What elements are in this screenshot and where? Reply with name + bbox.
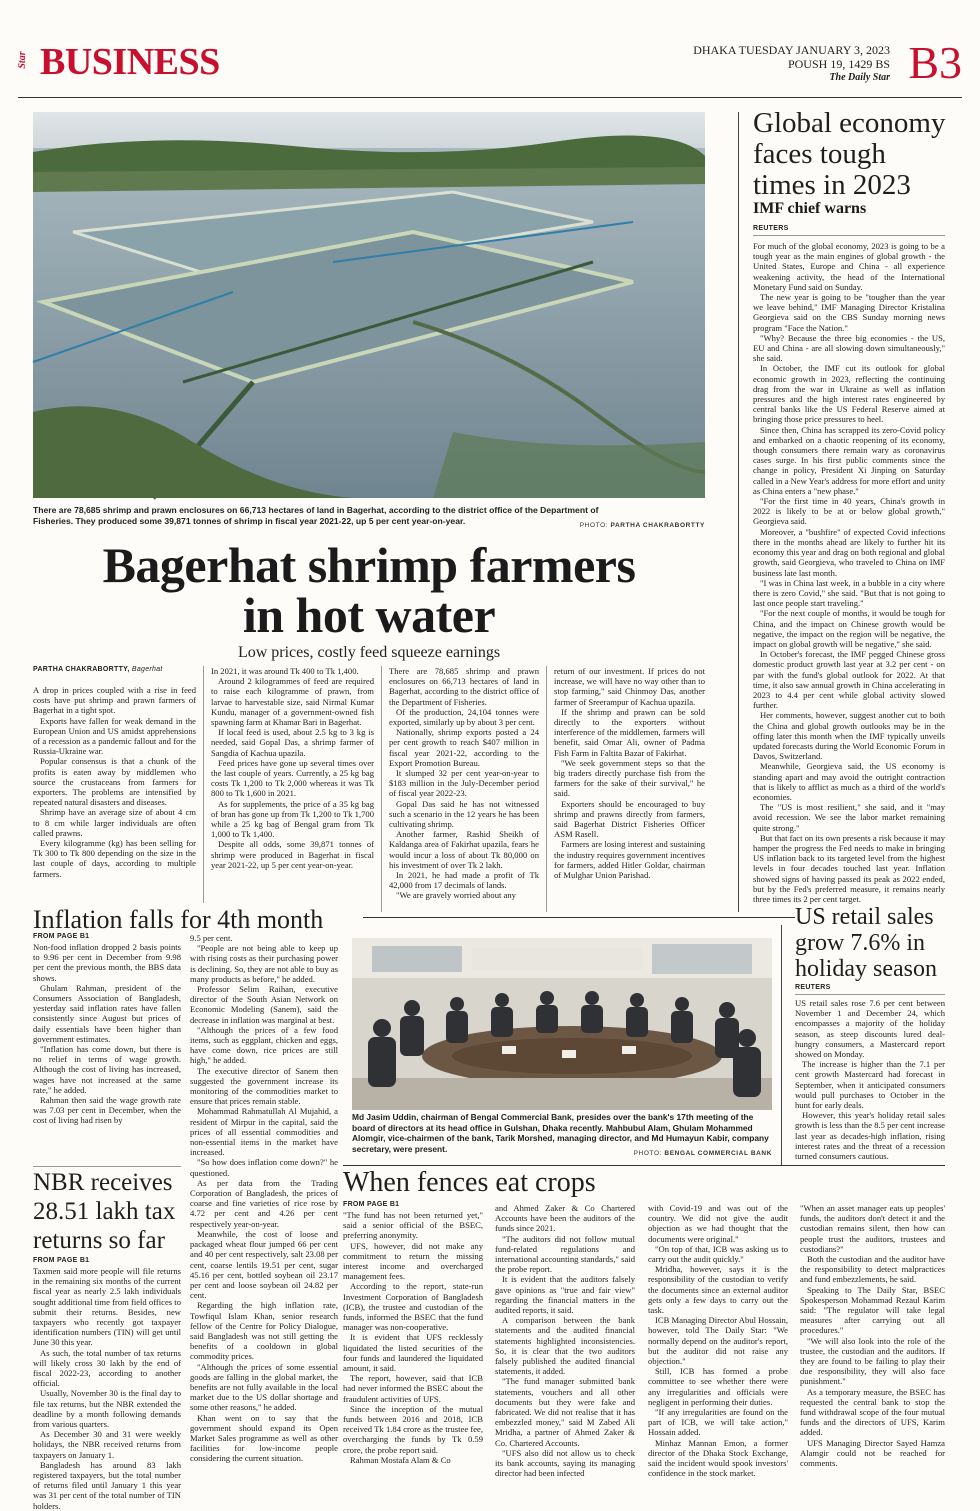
lead-headline-line2: in hot water: [242, 587, 496, 643]
paragraph: "UFS also did not allow us to check its bank accounts, saying its managing director had been infected: [495, 1447, 635, 1479]
paragraph: Non-food inflation dropped 2 basis points to 9.96 per cent in December from 9.98 per cent the previous month, the BBS data shows.: [33, 942, 181, 983]
paragraph: ICB Managing Director Abul Hossain, however, told The Daily Star: "We normally depend on the auditor's report, but the auditor did not raise any objection.": [648, 1315, 788, 1367]
section-divider: [781, 925, 782, 1165]
paragraph: Professor Selim Raihan, executive director of the South Asian Network on Economic Modeling (Sanem), said the decrease in inflation was marginal at best.: [190, 984, 338, 1025]
credit-label: PHOTO:: [633, 1150, 663, 1157]
paragraph: There are 78,685 shrimp and prawn enclosures on 66,713 hectares of land in Bagerhat, according to the district office of the Department of Fisheries.: [389, 666, 539, 707]
paragraph: Popular consensus is that a chunk of the profits is eaten away by middlemen who source the crustaceans from farmers for exporters. The problems are intensified by repeated natural disasters and diseases.: [33, 756, 196, 808]
lead-subhead: Low prices, costly feed squeeze earnings: [237, 644, 501, 661]
column-divider: [381, 666, 382, 912]
paragraph: "I was in China last week, in a bubble in a city where there is zero Covid," she said. "But that is not going to last once people start traveling.": [753, 577, 945, 609]
paragraph: If the shrimp and prawn can be sold directly to the exporters without interference of the middlemen, farmers will benefit, said Omar Ali, owner of Padma Fish Farm in Faltita Bazar of Fakirhat.: [554, 706, 705, 758]
paragraph: Meanwhile, the cost of loose and packaged wheat flour jumped 66 per cent and 40 per cent respectively, salt 23.08 per cent, coarse lentils 19.51 per cent, sugar 45.16 per cent, bottled soybean oil 23.17 per cent and loose soybean oil 24.82 per cent.: [190, 1228, 338, 1301]
paragraph: Both the custodian and the auditor have the responsibility to detect malpractices and fund embezzlements, he said.: [800, 1254, 945, 1285]
paragraph: 9.5 per cent.: [190, 933, 233, 943]
byline-rule: [795, 994, 945, 995]
column-divider: [203, 666, 204, 912]
paragraph: The "US is most resilient," she said, and it "may avoid recession. We see the labor market remaining quite strong.": [753, 802, 945, 833]
lead-headline: [33, 537, 705, 643]
paragraph: As per data from the Trading Corporation of Bangladesh, the prices of coarse and fine varieties of rice rose by 4.72 per cent and 4.26 per cent respectively year-on-year.: [190, 1177, 338, 1229]
lead-col-1: [33, 685, 196, 879]
credit-label: PHOTO:: [579, 522, 609, 529]
paragraph: Rahman Mostafa Alam & Co: [350, 1454, 451, 1465]
paragraph: Farmers are losing interest and sustaining the industry requires government incentives for farmers, added Hitler Goldar, chairman of Mulghar Union Parishad.: [554, 839, 705, 881]
paragraph: Meanwhile, Georgieva said, the US economy is standing apart and may avoid the outright contraction that is likely to afflict as much as a third of the world's economies.: [753, 761, 945, 802]
inflation-col-2: [190, 933, 338, 1464]
paragraph: The executive director of Sanem then suggested the government increase its monitoring of the commodities market to ensure that prices remain stable.: [190, 1065, 338, 1107]
paragraph: It is evident that UFS recklessly liquidated the listed securities of the four funds and laundered the liquidated amount, it said.: [343, 1332, 483, 1374]
us-retail-byline: REUTERS: [795, 984, 831, 991]
lead-col-2: [211, 666, 374, 870]
bank-meeting-photo: [352, 938, 772, 1110]
paper-name: The Daily Star: [829, 72, 890, 83]
paragraph: Exporters should be encouraged to buy shrimp and prawns directly from farmers, said Bagerhat District Fisheries Officer ASM Rasell.: [554, 798, 705, 840]
paragraph: Bangladesh has around 83 lakh registered taxpayers, but the total number of returns filed until January 1 this year was 31 per cent of the total number of TIN holders.: [33, 1459, 181, 1511]
nbr-from-page: FROM PAGE B1: [33, 1257, 90, 1264]
lead-byline: PARTHA CHAKRABORTTY, Bagerhat: [33, 666, 163, 673]
paragraph: Exports have fallen for weak demand in the European Union and US amidst apprehensions of a recession as a pandemic fallout and for the Russia-Ukraine war.: [33, 715, 196, 757]
paragraph: Gopal Das said he has not witnessed such a scenario in the 12 years he has been cultivating shrimp.: [389, 798, 539, 830]
paragraph: As December 30 and 31 were weekly holidays, the NBR received returns from taxpayers on January 1.: [33, 1429, 181, 1460]
fences-col-2: [495, 1203, 635, 1478]
paragraph: Usually, November 30 is the final day to file tax returns, but the NBR extended the deadline by a month following demands from various quarters.: [33, 1388, 181, 1430]
shrimp-farm-photo: [33, 112, 705, 498]
paragraph: Another farmer, Rashid Sheikh of Kaldanga area of Fakirhat upazila, fears he would incur a loss of about Tk 80,000 on his investment of over Tk 2 lakh.: [389, 829, 539, 870]
paragraph: Around 2 kilogrammes of feed are required to raise each kilogramme of prawn, from larvae to harvestable size, said Nirmal Kumar Kundu, manager of a government-owned fish spawning farm at Khamar Bari in Bagerhat.: [211, 676, 374, 728]
section-title: BUSINESS: [40, 41, 220, 83]
paragraph: Every kilogramme (kg) has been selling for Tk 300 to Tk 800 depending on the size in the last couple of days, according to multiple farmers.: [33, 838, 196, 879]
nbr-headline: NBR receives 28.51 lakh tax returns so far: [33, 1169, 176, 1254]
column-divider: [546, 666, 547, 912]
paragraph: "Why? Because the three big economies - the US, EU and China - are all slowing down simultaneously," she said.: [753, 332, 945, 364]
star-logo: [18, 46, 36, 74]
paragraph: In 2021, he had made a profit of Tk 42,000 from 17 decimals of lands.: [389, 870, 539, 891]
lead-col-4: [554, 666, 705, 880]
byline-rule: [753, 235, 945, 236]
paragraph: "We will also look into the role of the trustee, the custodian and the auditors. If they are found to be failing to play their due responsibility, they will also face punishment.": [800, 1335, 945, 1387]
paragraph: Mohammad Rahmatullah Al Mujahid, a resident of Mirpur in the capital, said the prices of all essential commodities and non-essential items in the market have increased.: [190, 1106, 338, 1158]
paragraph: "For the first time in 40 years, China's growth in 2022 is likely to be at or below global growth," Georgieva said.: [753, 496, 945, 527]
credit-name: BENGAL COMMERCIAL BANK: [664, 1150, 772, 1157]
paragraph: Minhaz Mannan Emon, a former director of the Dhaka Stock Exchange, said the incident would spook investors' confidence in the stock market.: [648, 1437, 788, 1479]
us-retail-headline: US retail sales grow 7.6% in holiday season: [795, 904, 955, 982]
fences-col-4: [800, 1203, 945, 1468]
paragraph: and Ahmed Zaker & Co Chartered Accounts have been the auditors of the funds since 2021.: [495, 1203, 635, 1234]
paragraph: "We are gravely worried about any: [396, 890, 516, 901]
us-retail-body: [795, 998, 945, 1161]
paragraph: return of our investment. If prices do not increase, we will have no way other than to stop farming," said Chinmoy Das, another farmer of Sreerampur of Kachua upazila.: [554, 666, 705, 707]
paragraph: If local feed is used, about 2.5 kg to 3 kg is needed, said Gopal Das, a shrimp farmer of Sangdia of Kachua upazila.: [211, 727, 374, 758]
paragraph: "Inflation has come down, but there is no relief in terms of wage growth. Although the cost of living has increased, wages have not increased at the same rate," he added.: [33, 1044, 181, 1095]
masthead: [18, 18, 962, 94]
paragraph: Her comments, however, suggest another cut to both the China and global growth outlooks may be in the offing later this month when the IMF typically unveils updated forecasts during the World Economic Forum in Davos, Switzerland.: [753, 710, 945, 762]
global-byline: REUTERS: [753, 225, 789, 232]
masthead-rule: [18, 97, 962, 98]
paragraph: Rahman then said the wage growth rate was 7.03 per cent in December, when the cost of living had risen by: [33, 1095, 181, 1126]
paragraph: Mridha, however, says it is the responsibility of the custodian to verify the documents since an external auditor gets only a few days to carry out the task.: [648, 1264, 788, 1316]
paragraph: In October, the IMF cut its outlook for global economic growth in 2023, reflecting the continuing drag from the war in Ukraine as well as inflation pressures and the high interest rates engineered by central banks like the US Federal Reserve aimed at bringing those price pressures to heel.: [753, 363, 945, 425]
paragraph: "People are not being able to keep up with rising costs as their purchasing power is declining. So, they are not able to buy as many products as before," he added.: [190, 943, 338, 984]
nbr-body: [33, 1266, 181, 1511]
paragraph: In 2021, it was around Tk 400 to Tk 1,400.: [211, 666, 359, 676]
fences-from-page: FROM PAGE B1: [343, 1201, 400, 1208]
credit-name: PARTHA CHAKRABORTTY: [610, 522, 705, 529]
fences-headline: When fences eat crops: [343, 1167, 596, 1198]
paragraph: US retail sales rose 7.6 per cent between November 1 and December 24, which encompasses a majority of the holiday season, as steep discounts lured deal-hungry consumers, a Mastercard report showed on Monday.: [795, 998, 945, 1060]
page-number: B3: [908, 37, 962, 88]
paragraph: Ghulam Rahman, president of the Consumers Association of Bangladesh, yesterday said inflation rates have fallen consistently since August but prices of daily essentials have been higher than government estimates.: [33, 982, 181, 1044]
section-rule: [33, 1166, 181, 1167]
paragraph: Moreover, a "bushfire" of expected Covid infections there in the months ahead are likely to further hit its economy this year and drag on both regional and global growth, said Georgieva, who traveled to China on IMF business late last month.: [753, 526, 945, 578]
lead-headline-line1: Bagerhat shrimp farmers: [102, 537, 636, 593]
paragraph: "For the next couple of months, it would be tough for China, and the impact on Chinese growth would be negative, the impact on the region will be negative, the impact on global growth will be negative," she said.: [753, 608, 945, 649]
paragraph: Despite all odds, some 39,871 tonnes of shrimp were produced in Bagerhat in fiscal year 2021-22, up 5 per cent year-on-year.: [211, 839, 374, 870]
paragraph: with Covid-19 and was out of the country. We did not give the audit objection as we had thought that the documents were original.": [648, 1203, 788, 1244]
paragraph: It slumped 32 per cent year-on-year to $183 million in the July-December period of fiscal year 2022-23.: [389, 768, 539, 799]
bank-photo-caption: Md Jasim Uddin, chairman of Bengal Commercial Bank, presides over the bank's 17th meeting of the board of directors at its head office in Gulshan, Dhaka recently. Mahbubul Alam, Ghulam Mohammed Alomgir, vice-chairmen of the bank, Tarik Morshed, managing director, and Md Humayun Kabir, company secretary, were present.: [352, 1112, 769, 1154]
paragraph: "The fund has not been returned yet," said a senior official of the BSEC, preferring anonymity.: [343, 1210, 483, 1241]
paragraph: "When an asset manager eats up peoples' funds, the auditors don't detect it and the custodian remains silent, then how can people trust the auditors, trustees and custodians?": [800, 1203, 945, 1254]
paragraph: Still, ICB has formed a probe committee to see whether there were any irregularities and officials were negligent in performing their duties.: [648, 1366, 788, 1407]
paragraph: UFS, however, did not make any commitment to return the missing interest income and overcharged management fees.: [343, 1240, 483, 1282]
paragraph: Speaking to The Daily Star, BSEC Spokesperson Mohammad Rezaul Karim said: "The regulator will take legal measures after carrying out all procedures.": [800, 1284, 945, 1336]
paragraph: As for supplements, the price of a 35 kg bag of bran has gone up from Tk 1,200 to Tk 1,700 while a 25 kg bag of Bengal gram from Tk 1,000 to Tk 1,400.: [211, 798, 374, 840]
bangla-date: POUSH 19, 1429 BS: [787, 57, 890, 71]
paragraph: Since then, China has scrapped its zero-Covid policy and embarked on a chaotic reopening of its economy, though consumers there remain wary as coronavirus cases surge. In his first public comments since the change in policy, President Xi Jinping on Saturday called in a New Year's address for more effort and unity as China enters a "new phase.": [753, 424, 945, 496]
lead-photo-credit: [560, 522, 705, 529]
paragraph: The increase is higher than the 7.1 per cent growth Mastercard had forecast in September, when it anticipated consumers would pull purchases to October in the hunt for early deals.: [795, 1059, 945, 1111]
paragraph: It is evident that the auditors falsely gave opinions as "true and fair view" regarding the financial matters in the audited reports, it said.: [495, 1274, 635, 1316]
paragraph: UFS Managing Director Sayed Hamza Alamgir could not be reached for comments.: [800, 1437, 945, 1469]
paragraph: Khan went on to say that the government should expand its Open Market Sales programme as well as other facilities for low-income people considering the current situation.: [190, 1412, 338, 1464]
paragraph: "Although the prices of a few food items, such as eggplant, chicken and eggs, have come down, rice prices are still high," he added.: [190, 1024, 338, 1066]
paragraph: The new year is going to be "tougher than the year we leave behind," IMF Managing Director Kristalina Georgieva said on the CBS Sunday morning news program "Face the Nation.": [753, 292, 945, 333]
paragraph: "We seek government steps so that the big traders directly purchase fish from the farmers for the sake of their survival," he said.: [554, 757, 705, 799]
paragraph: A comparison between the bank statements and the audited financial statements highlighted inconsistencies. So, it is clear that the two auditors falsely published the audited financial statements, it added.: [495, 1315, 635, 1377]
paragraph: "If any irregularities are found on the part of ICB, we will take action," Hossain added.: [648, 1407, 788, 1438]
paragraph: Of the production, 24,104 tonnes were exported, similarly up by about 3 per cent.: [389, 706, 539, 728]
lead-photo-caption: There are 78,685 shrimp and prawn enclosures on 66,713 hectares of land in Bagerhat, according to the district office of the Department of Fisheries. They produced some 39,871 tonnes of shrimp in fiscal year 2021-22, up 5 per cent year-on-year.: [33, 505, 599, 526]
paragraph: In October's forecast, the IMF pegged Chinese gross domestic product growth last year at 3.2 per cent - on par with the fund's global outlook for 2022. At that time, it also saw annual growth in China accelerating in 2023 to 4.4 per cent while global activity slowed further.: [753, 649, 945, 711]
paragraph: "Although the prices of some essential goods are falling in the global market, the benefits are not fully available in the local market due to the US dollar shortage and some other reasons," he added.: [190, 1361, 338, 1413]
paragraph: "The fund manager submitted bank statements, vouchers and all other documents but they were fake and fabricated. We did not realise that it has embezzled money," said M Zabed Ali Mridha, a partner of Ahmed Zaker & Co. Chartered Accounts.: [495, 1376, 635, 1448]
bank-photo-credit: [620, 1150, 772, 1157]
paragraph: A drop in prices coupled with a rise in feed costs have put shrimp and prawn farmers of Bagerhat in a tight spot.: [33, 685, 196, 716]
global-headline: Global economy faces tough times in 2023: [753, 107, 946, 201]
section-rule: [343, 1165, 945, 1166]
section-divider: [738, 112, 739, 912]
svg-text:Star: Star: [17, 51, 28, 69]
paragraph: Nationally, shrimp exports posted a 24 per cent growth to reach $407 million in fiscal year 2021-22, according to the Export Promotion Bureau.: [389, 727, 539, 768]
paragraph: According to the report, state-run Investment Corporation of Bangladesh (ICB), the trustee and custodian of the funds, informed the BSEC that the fund manager was non-cooperative.: [343, 1281, 483, 1333]
paragraph: Shrimp have an average size of about 4 cm to 8 cm while larger individuals are often called prawns.: [33, 807, 196, 838]
paragraph: "So how does inflation come down?" he questioned.: [190, 1157, 338, 1178]
paragraph: However, this year's holiday retail sales growth is less than the 8.5 per cent increase last year as decades-high inflation, rising interest rates and the threat of a recession turned consumers cautious.: [795, 1110, 945, 1162]
inflation-headline: Inflation falls for 4th month: [33, 903, 363, 935]
paragraph: The report, however, said that ICB had never informed the BSEC about the fraudulent activities of UFS.: [343, 1373, 483, 1404]
dateline: DHAKA TUESDAY JANUARY 3, 2023: [693, 43, 890, 57]
paragraph: Feed prices have gone up several times over the last couple of years. Currently, a 25 kg bag costs Tk 1,200 to Tk 2,000 whereas it was Tk 800 to Tk 1,600 in 2021.: [211, 757, 374, 799]
paragraph: Taxmen said more people will file returns in the remaining six months of the current fiscal year as nearly 2.5 lakh individuals sought additional time from field offices to submit their returns. Besides, new taxpayers who recently got taxpayer identification numbers (TIN) will get until June 30 this year.: [33, 1266, 181, 1348]
paragraph: Since the inception of the mutual funds between 2016 and 2018, ICB received Tk 1.84 crore as the trustee fee, overcharging the funds by Tk 0.59 crore, the probe report said.: [343, 1403, 483, 1455]
inflation-from-page: FROM PAGE B1: [33, 933, 90, 940]
fences-col-1: [343, 1210, 483, 1465]
fences-col-3: [648, 1203, 788, 1478]
paragraph: As such, the total number of tax returns will likely cross 30 lakh by the end of fiscal 2022-23, according to another official.: [33, 1347, 181, 1389]
paragraph: For much of the global economy, 2023 is going to be a tough year as the main engines of global growth - the United States, Europe and China - all experience weakening activity, the head of the International Monetary Fund said on Sunday.: [753, 241, 945, 292]
paragraph: But that fact on its own presents a risk because it may hamper the progress the Fed needs to make in bringing US inflation back to its targeted level from the highest levels in four decades touched last year. Inflation showed signs of having passed its peak as 2022 ended, but by the Fed's preferred measure, it remains nearly three times its 2 per cent target.: [753, 832, 945, 904]
paragraph: As a temporary measure, the BSEC has requested the central bank to stop the fund withdrawal scope of the four mutual funds and the directors of UFS, Karim added.: [800, 1386, 945, 1438]
inflation-col-1: [33, 942, 181, 1126]
paragraph: "The auditors did not follow mutual fund-related regulations and international accounting standards," said the probe report.: [495, 1233, 635, 1275]
global-subhead: IMF chief warns: [753, 200, 867, 217]
byline-place: Bagerhat: [131, 666, 163, 673]
paragraph: Regarding the high inflation rate, Towfiqul Islam Khan, senior research fellow of the Centre for Policy Dialogue, said Bangladesh was not still getting the benefits of a cooldown in global commodity prices.: [190, 1300, 338, 1362]
global-body: [753, 241, 945, 904]
lead-col-3: [389, 666, 539, 901]
paragraph: "On top of that, ICB was asking us to carry out the audit quickly.": [648, 1243, 788, 1265]
